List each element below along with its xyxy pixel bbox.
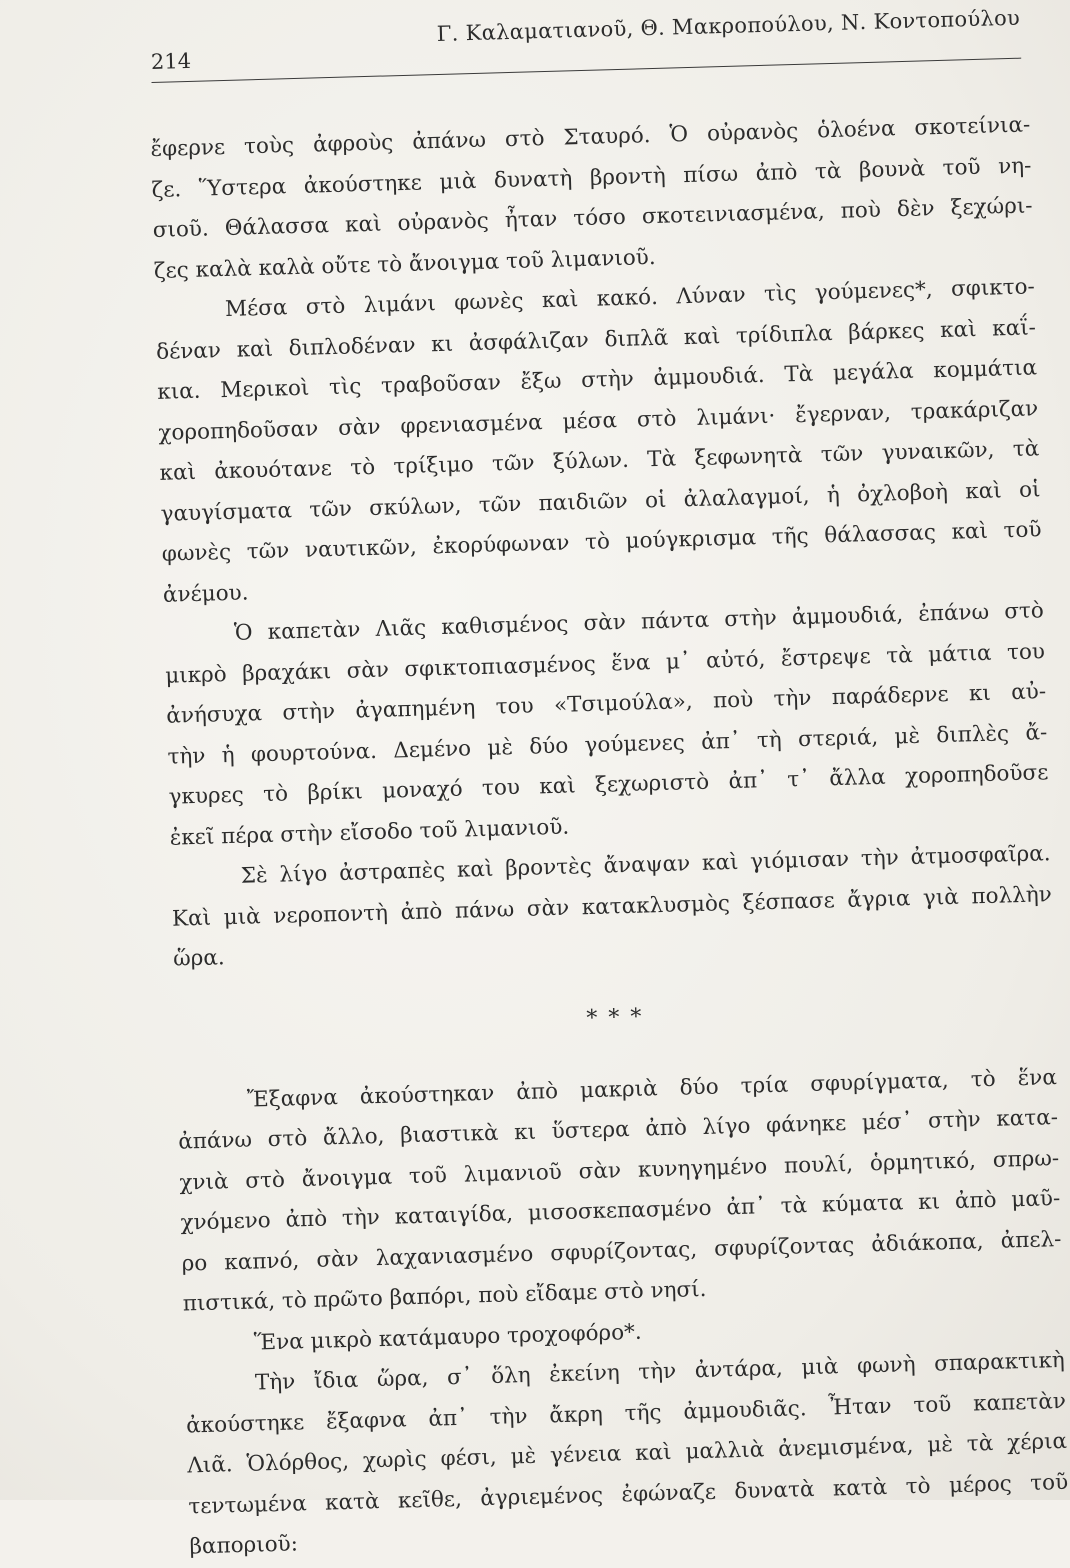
paragraph [170,834,1053,980]
text-line: ζε. Ὕστερα ἀκούστηκε μιὰ δυνατὴ βροντὴ πίσω ἀπὸ τὰ βουνὰ τοῦ νη- [151,152,1032,203]
text-line: πιστικά, τὸ πρῶτο βαπόρι, ποὺ εἴδαμε στὸ νησί. [182,1276,707,1317]
text-line: ὥρα. [172,945,226,972]
text-line: δέναν καὶ διπλοδέναν κι ἀσφάλιζαν διπλᾶ καὶ τρίδιπλα βάρκες καὶ καΐ- [155,314,1037,365]
text-line: φωνὲς τῶν ναυτικῶν, ἐκορύφωναν τὸ μούγκρισμα τῆς θάλασσας καὶ τοῦ [161,517,1042,567]
text-line: γαυγίσματα τῶν σκύλων, τῶν παιδιῶν οἱ ἀλαλαγμοί, ἡ ὀχλοβοὴ καὶ οἱ [160,476,1041,527]
text-line: ἐκεῖ πέρα στὴν εἴσοδο τοῦ λιμανιοῦ. [169,814,570,851]
paragraph [155,267,1044,615]
page-header [150,4,1021,88]
text-line: Σὲ λίγο ἀστραπὲς καὶ βροντὲς ἄναψαν καὶ γιόμισαν τὴν ἀτμοσφαῖρα. [240,841,1051,889]
text-line: τεντωμένα κατὰ κεῖθε, ἀγριεμένος ἐφώναζε δυνατὰ κατὰ τὸ μέρος τοῦ [188,1469,1069,1519]
text-line: ζες καλὰ καλὰ οὔτε τὸ ἄνοιγμα τοῦ λιμανιοῦ. [153,244,656,284]
text-line: σιοῦ. Θάλασσα καὶ οὐρανὸς ἦταν τόσο σκοτεινιασμένα, ποὺ δὲν ξεχώρι- [152,193,1033,243]
text-line: χοροπηδοῦσαν σὰν φρενιασμένα μέσα στὸ λιμάνι· ἔγερναν, τρακάριζαν [158,395,1039,446]
paragraph [164,591,1050,858]
running-head: Γ. Καλαματιανοῦ, Θ. Μακροπούλου, Ν. Κοντοπούλου [436,5,1021,46]
paragraph [177,1058,1063,1325]
text-line: ἔφερνε τοὺς ἀφροὺς ἀπάνω στὸ Σταυρό. Ὁ οὐρανὸς ὁλοένα σκοτείνια- [150,112,1031,162]
text-line: ἀκούστηκε ἔξαφνα ἀπ᾽ τὴν ἄκρη τῆς ἀμμουδιᾶς. Ἦταν τοῦ καπετὰν [185,1388,1067,1438]
text-line: κια. Μερικοὶ τὶς τραβοῦσαν ἔξω στὴν ἀμμουδιά. Τὰ μεγάλα κομμάτια [156,355,1038,405]
text-line: Καὶ μιὰ νεροποντὴ ἀπὸ πάνω σὰν κατακλυσμὸς ξέσπασε ἄγρια γιὰ πολλὴν [171,881,1053,932]
text-line: γκυρες τὸ βρίκι μοναχό του καὶ ξεχωριστὸ ἀπ᾽ τ᾽ ἄλλα χοροπηδοῦσε [168,760,1049,810]
section-break-asterism: * * * [586,1004,644,1031]
page-body [150,105,1070,1568]
text-line: ἀπάνω στὸ ἄλλο, βιαστικὰ κι ὕστερα ἀπὸ λίγο φάνηκε μέσ᾽ στὴν κατα- [177,1105,1059,1155]
text-line: ἀνήσυχα στὴν ἀγαπημένη του «Τσιμούλα», ποὺ τὴν παράδερνε κι αὐ- [166,679,1047,729]
text-line: μικρὸ βραχάκι σὰν σφικτοπιασμένος ἕνα μ᾽ αὐτό, ἔστρεψε τὰ μάτια του [164,638,1046,689]
text-line: Ἔξαφνα ἀκούστηκαν ἀπὸ μακριὰ δύο τρία σφυρίγματα, τὸ ἕνα [246,1064,1058,1113]
text-line: καὶ ἀκουότανε τὸ τρίξιμο τῶν ξύλων. Τὰ ξεφωνητὰ τῶν γυναικῶν, τὰ [159,436,1040,486]
text-line: χνόμενο ἀπὸ τὴν καταιγίδα, μισοσκεπασμένο ἀπ᾽ τὰ κύματα κι ἀπὸ μαῦ- [180,1186,1061,1236]
paragraph [150,105,1034,292]
text-line: χνιὰ στὸ ἄνοιγμα τοῦ λιμανιοῦ σὰν κυνηγημένο πουλί, ὁρμητικό, σπρω- [179,1145,1060,1196]
text-line: Ὁ καπετὰν Λιᾶς καθισμένος σὰν πάντα στὴν ἀμμουδιά, ἐπάνω στὸ [233,598,1045,646]
text-line: Λιᾶ. Ὁλόρθος, χωρὶς φέσι, μὲ γένεια καὶ μαλλιὰ ἀνεμισμένα, μὲ τὰ χέρια [186,1428,1068,1479]
text-line: Ἕνα μικρὸ κατάμαυρο τροχοφόρο*. [253,1319,643,1356]
text-line: Μέσα στὸ λιμάνι φωνὲς καὶ κακό. Λύναν τὶς γούμενες*, σφικτο- [224,274,1036,322]
text-line: ἀνέμου. [162,579,249,608]
paragraph [185,1341,1070,1568]
text-line: Τὴν ἴδια ὥρα, σ᾽ ὅλη ἐκείνη τὴν ἀντάρα, μιὰ φωνὴ σπαρακτικὴ [254,1347,1066,1396]
text-line: ρο καπνό, σὰν λαχανιασμένο σφυρίζοντας, σφυρίζοντας ἀδιάκοπα, ἀπελ- [181,1226,1062,1277]
header-rule [152,58,1022,83]
page-number: 214 [150,48,192,74]
text-line: τὴν ἡ φουρτούνα. Δεμένο μὲ δύο γούμενες ἀπ᾽ τὴ στεριά, μὲ διπλὲς ἄ- [167,719,1048,770]
text-line: βαποριοῦ: [189,1531,299,1560]
